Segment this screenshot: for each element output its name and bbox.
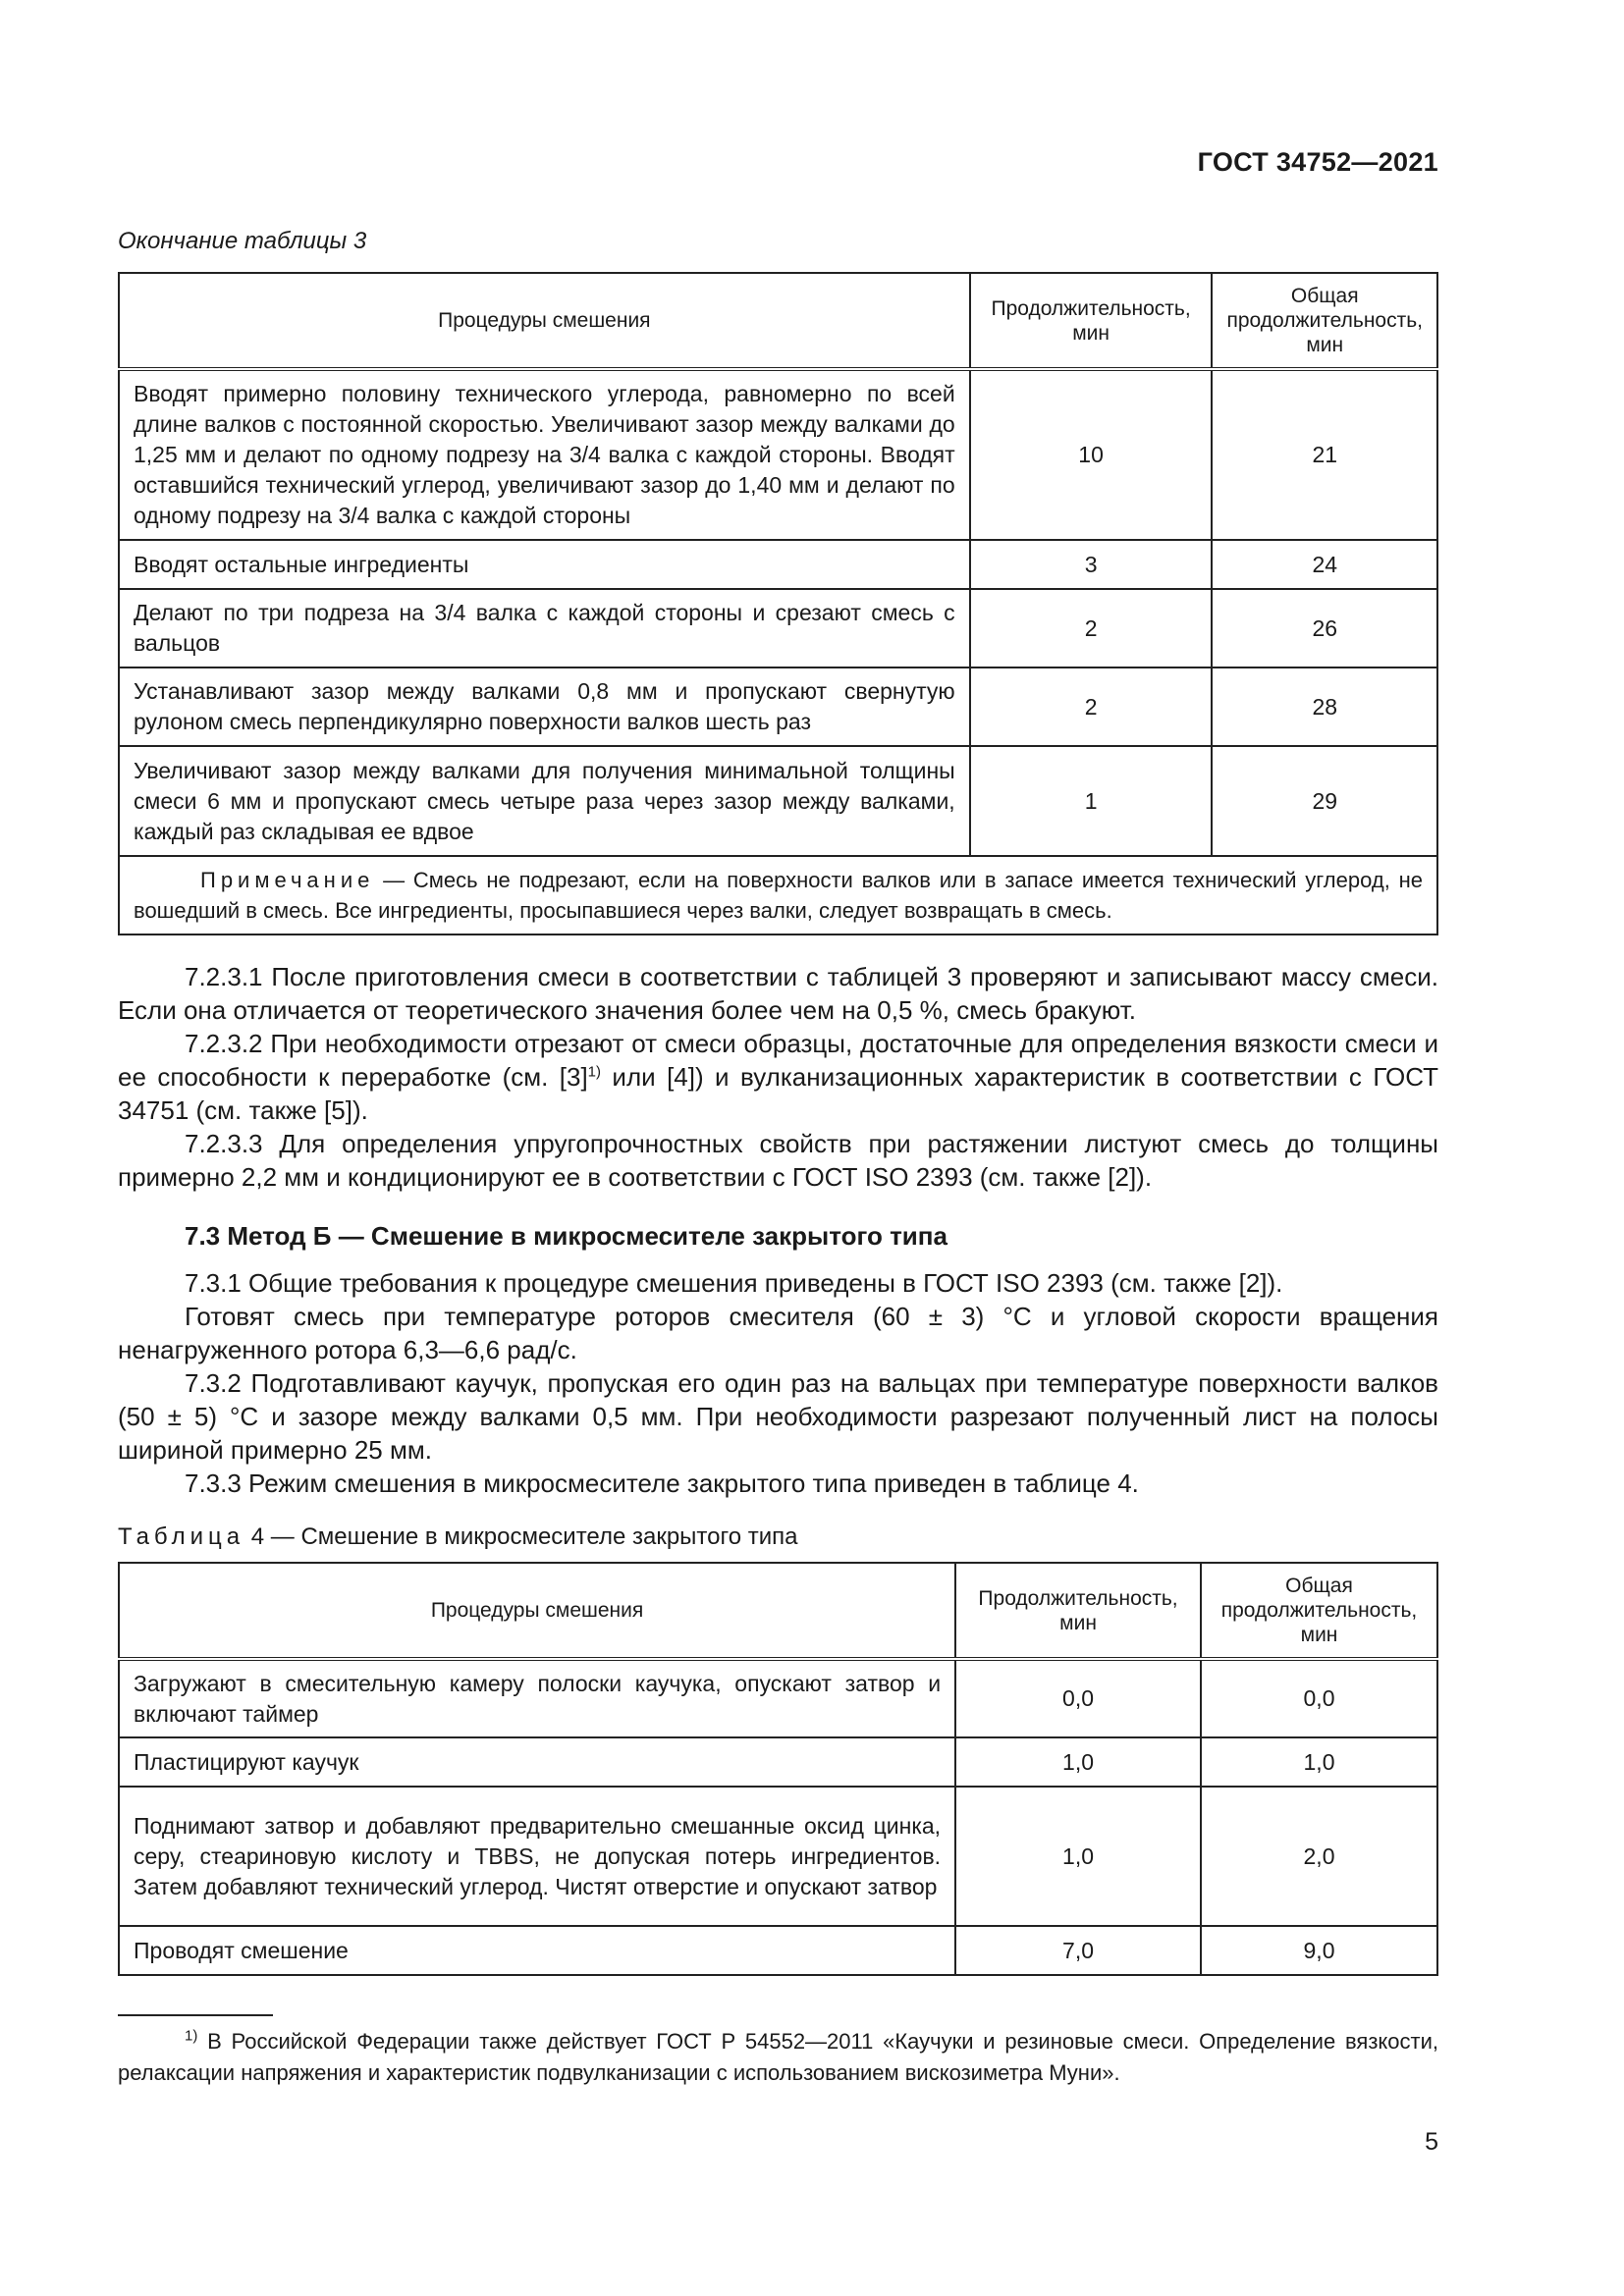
col-header-total: Общая продолжительность, мин	[1212, 273, 1437, 369]
table-row	[119, 1787, 1437, 1926]
paragraph-7-3-2: 7.3.2 Подготавливают каучук, пропуская его один раз на вальцах при температуре поверхности валков (50 ± 5) °С и зазоре между валками 0,5 мм. При необходимости разрезают полученный лист на полосы шириной примерно 25 мм.	[118, 1368, 1438, 1465]
footnote-marker: 1)	[185, 2027, 198, 2045]
duration-cell: 7,0	[955, 1926, 1201, 1975]
paragraph-7-2-3-1: 7.2.3.1 После приготовления смеси в соответствии с таблицей 3 проверяют и записывают массу смеси. Если она отличается от теоретического значения более чем на 0,5 %, смесь бракуют.	[118, 962, 1438, 1025]
total-cell: 29	[1212, 746, 1437, 856]
paragraph-text: или [4]) и вулканизационных характеристик в соответствии с ГОСТ 34751 (см. также [5]).	[118, 1062, 1438, 1125]
duration-cell: 1,0	[955, 1787, 1201, 1926]
table-note-row	[119, 856, 1437, 934]
procedure-cell: Делают по три подреза на 3/4 валка с каждой стороны и срезают смесь с вальцов	[119, 589, 970, 667]
total-cell: 0,0	[1201, 1659, 1437, 1737]
paragraph-text: 7.2.3.2 При необходимости отрезают от смеси образцы, достаточные для определения вязкости смеси и ее способности к переработке (см. [3]	[118, 1029, 1438, 1092]
table-row	[119, 1737, 1437, 1787]
col-header-total: Общая продолжительность, мин	[1201, 1563, 1437, 1659]
page-number: 5	[1425, 2128, 1438, 2156]
col-header-procedure: Процедуры смешения	[119, 1563, 955, 1659]
footnote-ref: 1)	[587, 1063, 602, 1081]
paragraph-7-3-1: 7.3.1 Общие требования к процедуре смешения приведены в ГОСТ ISO 2393 (см. также [2]).	[185, 1268, 1283, 1298]
duration-cell: 0,0	[955, 1659, 1201, 1737]
procedure-cell: Вводят остальные ингредиенты	[119, 540, 970, 589]
procedure-cell: Пластицируют каучук	[119, 1737, 955, 1787]
note-text: — Смесь не подрезают, если на поверхности валков или в запасе имеется технический углерод, не вошедший в смесь. Все ингредиенты, просыпавшиеся через валки, следует возвращать в смесь.	[134, 868, 1423, 923]
caption-label: Таблица	[118, 1523, 245, 1550]
footnote-separator	[118, 2014, 273, 2016]
total-cell: 28	[1212, 667, 1437, 746]
table4-caption	[118, 1523, 798, 1551]
section-title-7-3: 7.3 Метод Б — Смешение в микросмесителе закрытого типа	[185, 1221, 947, 1251]
table3	[118, 272, 1438, 935]
paragraph-7-3-1-cont: Готовят смесь при температуре роторов смесителя (60 ± 3) °С и угловой скорости вращения ненагруженного ротора 6,3—6,6 рад/с.	[118, 1302, 1438, 1364]
total-cell: 26	[1212, 589, 1437, 667]
paragraph-7-2-3-2	[118, 1027, 1438, 1127]
total-cell: 24	[1212, 540, 1437, 589]
caption-text: 4 — Смешение в микросмесителе закрытого типа	[244, 1523, 798, 1550]
total-cell: 1,0	[1201, 1737, 1437, 1787]
table-row	[119, 667, 1437, 746]
duration-cell: 2	[970, 667, 1213, 746]
document-number: ГОСТ 34752—2021	[1197, 147, 1438, 177]
table-note	[119, 856, 1437, 934]
duration-cell: 3	[970, 540, 1213, 589]
procedure-cell: Проводят смешение	[119, 1926, 955, 1975]
procedure-cell: Устанавливают зазор между валками 0,8 мм и пропускают свернутую рулоном смесь перпендикулярно поверхности валков шесть раз	[119, 667, 970, 746]
table-row	[119, 746, 1437, 856]
duration-cell: 1,0	[955, 1737, 1201, 1787]
procedure-cell: Увеличивают зазор между валками для получения минимальной толщины смеси 6 мм и пропускают смесь четыре раза через зазор между валками, каждый раз складывая ее вдвое	[119, 746, 970, 856]
table3-caption: Окончание таблицы 3	[118, 228, 367, 254]
total-cell: 9,0	[1201, 1926, 1437, 1975]
col-header-duration: Продолжительность, мин	[970, 273, 1213, 369]
table-row	[119, 589, 1437, 667]
table-row	[119, 1926, 1437, 1975]
duration-cell: 1	[970, 746, 1213, 856]
total-cell: 2,0	[1201, 1787, 1437, 1926]
procedure-cell: Вводят примерно половину технического углерода, равномерно по всей длине валков с постоянной скоростью. Увеличивают зазор между валками до 1,25 мм и делают по одному подрезу на 3/4 валка с каждой стороны. Вводят оставшийся технический углерод, увеличивают зазор до 1,40 мм и делают по одному подрезу на 3/4 валка с каждой стороны	[119, 369, 970, 540]
col-header-duration: Продолжительность, мин	[955, 1563, 1201, 1659]
procedure-cell: Загружают в смесительную камеру полоски каучука, опускают затвор и включают таймер	[119, 1659, 955, 1737]
table-row	[119, 369, 1437, 540]
table-row	[119, 540, 1437, 589]
table-row	[119, 1659, 1437, 1737]
duration-cell: 10	[970, 369, 1213, 540]
total-cell: 21	[1212, 369, 1437, 540]
col-header-procedure: Процедуры смешения	[119, 273, 970, 369]
paragraph-7-3-3: 7.3.3 Режим смешения в микросмесителе закрытого типа приведен в таблице 4.	[185, 1468, 1139, 1498]
footnote	[118, 2026, 1438, 2089]
paragraphs-7-3	[118, 1266, 1438, 1500]
footnote-paragraph	[118, 2026, 1438, 2089]
note-label: Примечание	[200, 868, 375, 892]
duration-cell: 2	[970, 589, 1213, 667]
table4	[118, 1562, 1438, 1976]
paragraph-7-2-3-3: 7.2.3.3 Для определения упругопрочностных свойств при растяжении листуют смесь до толщины примерно 2,2 мм и кондиционируют ее в соответствии с ГОСТ ISO 2393 (см. также [2]).	[118, 1129, 1438, 1192]
paragraphs-7-2-3	[118, 960, 1438, 1194]
footnote-text: В Российской Федерации также действует ГОСТ Р 54552—2011 «Каучуки и резиновые смеси. Определение вязкости, релаксации напряжения и характеристик подвулканизации с использованием вискозиметра Муни».	[118, 2029, 1438, 2085]
procedure-cell: Поднимают затвор и добавляют предварительно смешанные оксид цинка, серу, стеариновую кислоту и TBBS, не допуская потерь ингредиентов. Затем добавляют технический углерод. Чистят отверстие и опускают затвор	[119, 1787, 955, 1926]
